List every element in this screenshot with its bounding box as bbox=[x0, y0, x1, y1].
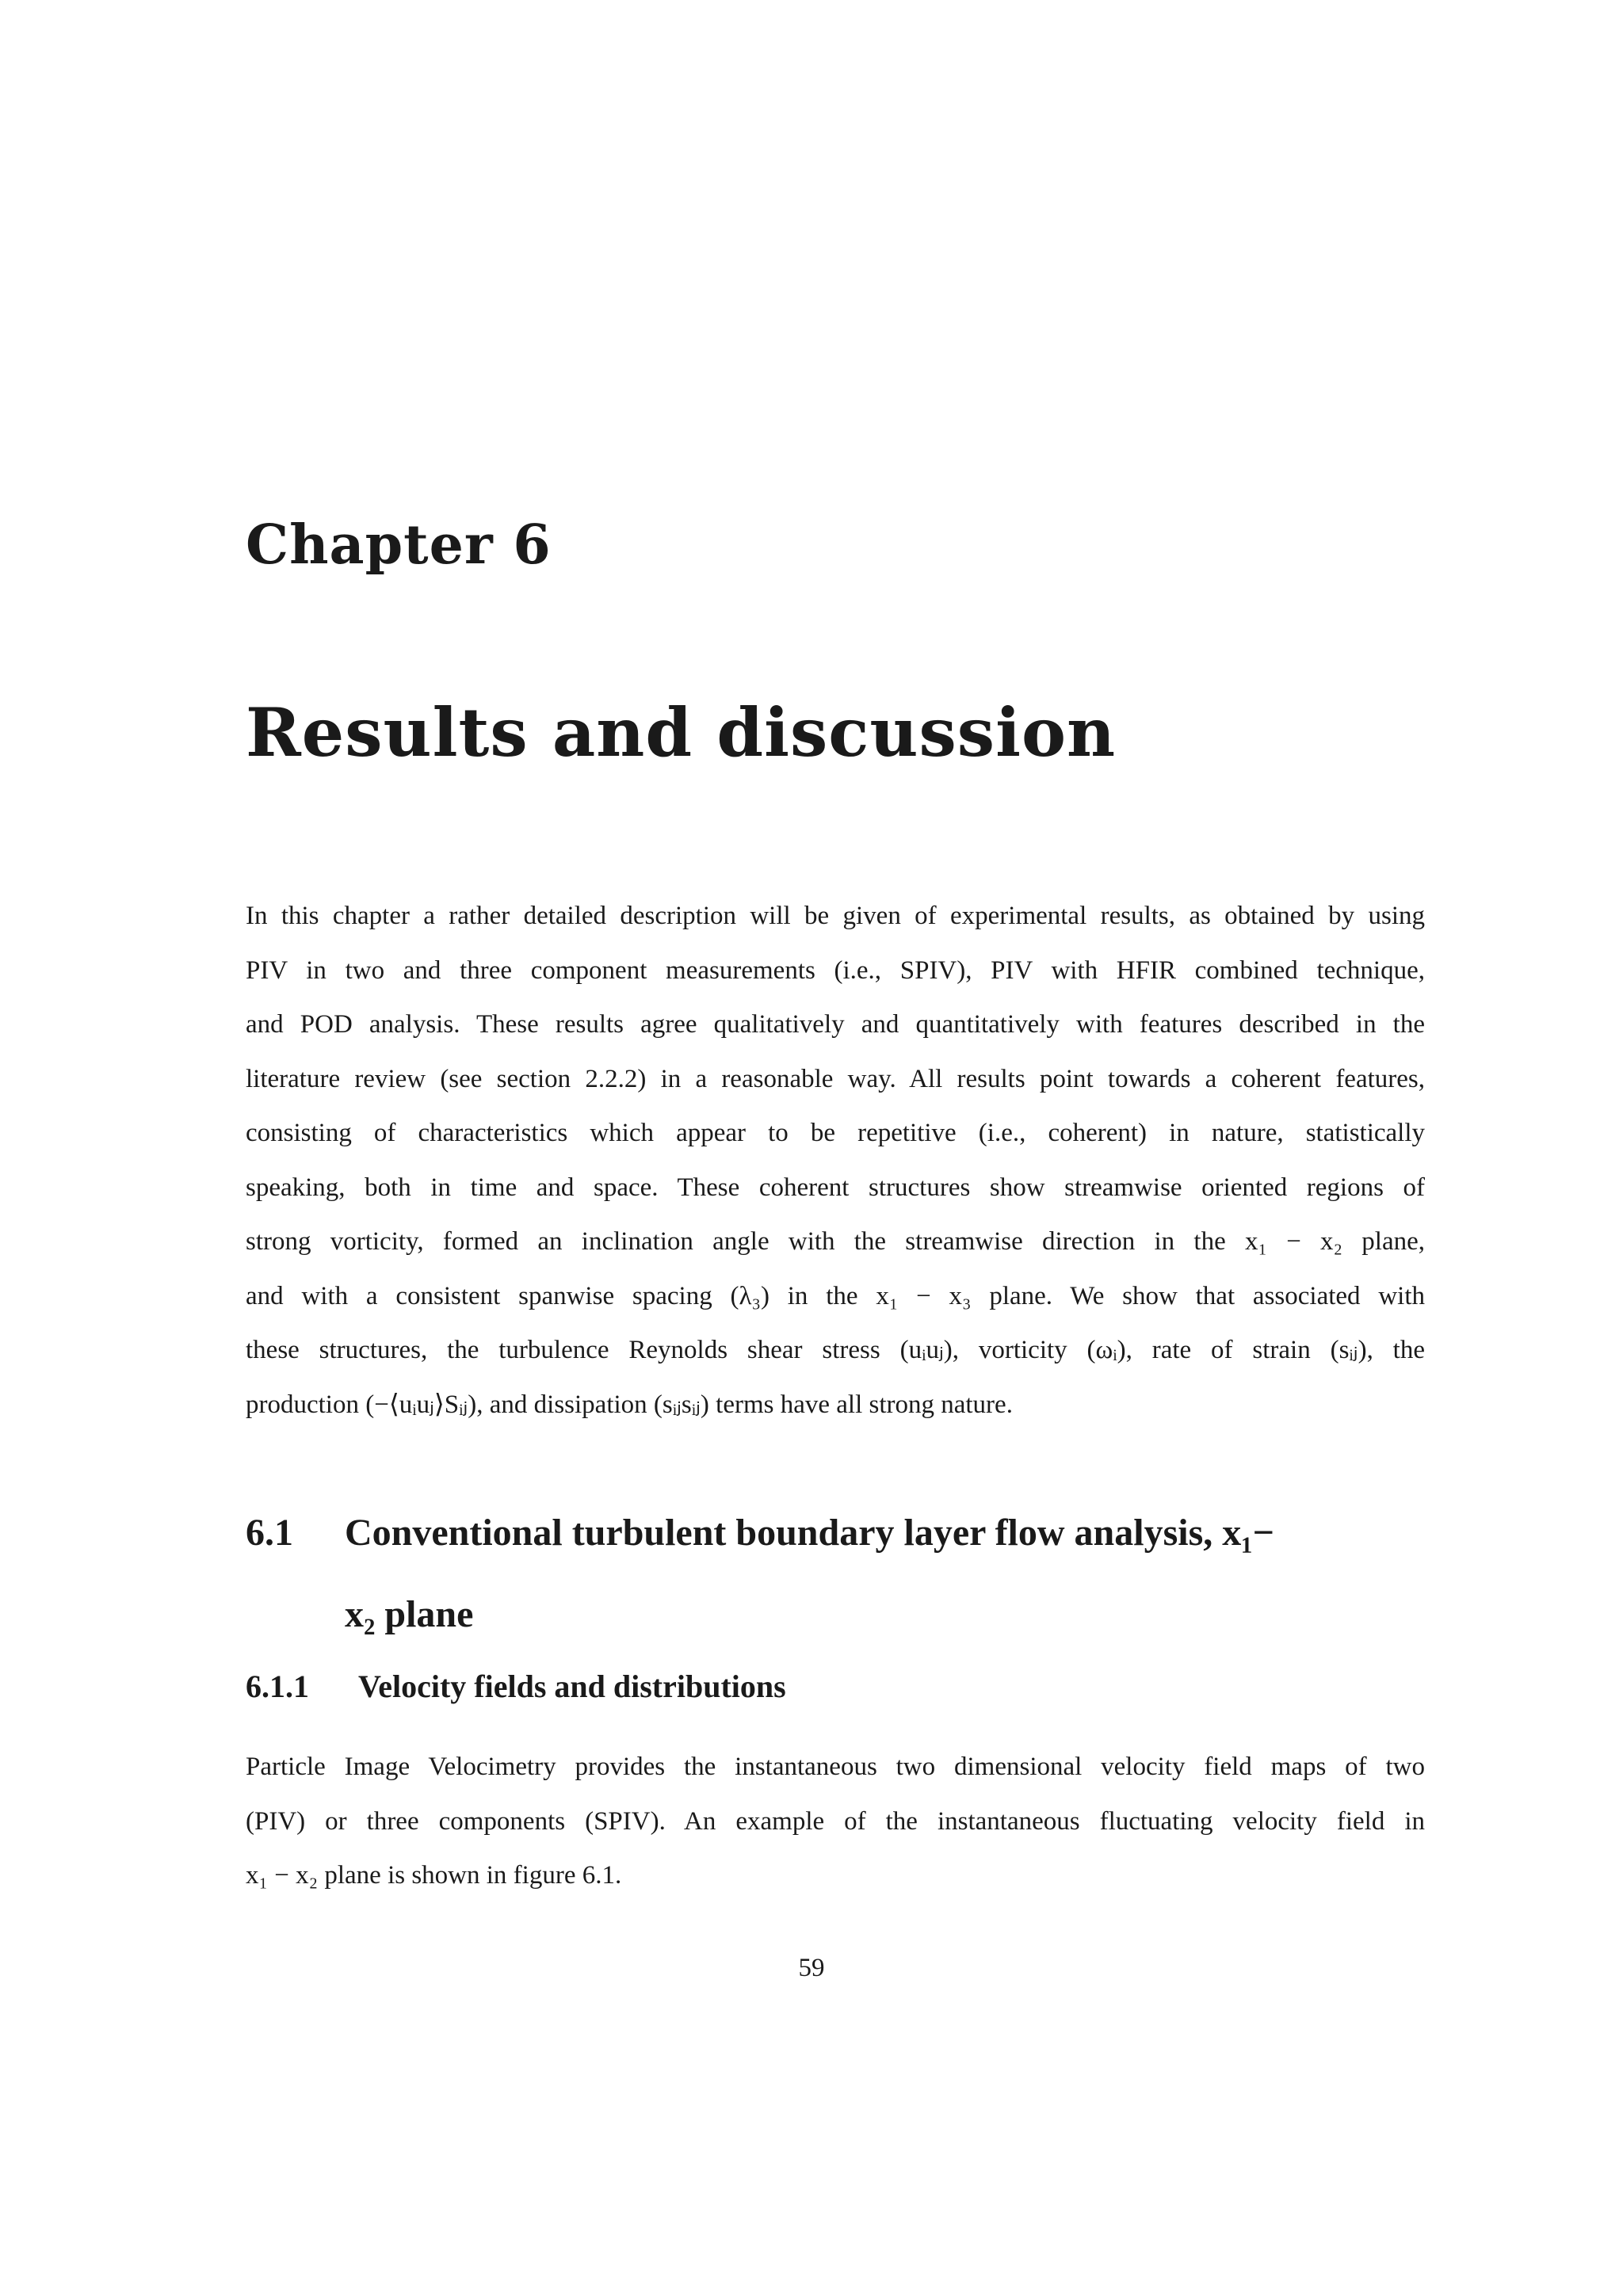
body-line: (PIV) or three components (SPIV). An example of the instantaneous fluctuating velocity field in bbox=[246, 1806, 1425, 1836]
body-paragraph bbox=[246, 1740, 1425, 1903]
intro-line: and with a consistent spanwise spacing (λ₃) in the x₁ − x₃ plane. We show that associated with bbox=[246, 1281, 1425, 1310]
intro-line: these structures, the turbulence Reynolds shear stress (uᵢuⱼ), vorticity (ωᵢ), rate of strain (sᵢⱼ), the bbox=[246, 1336, 1425, 1364]
chapter-label: Chapter 6 bbox=[246, 513, 552, 577]
intro-line: literature review (see section 2.2.2) in a reasonable way. All results point towards a coherent features, bbox=[246, 1064, 1425, 1093]
body-line: x₁ − x₂ plane is shown in figure 6.1. bbox=[246, 1861, 622, 1890]
intro-line: production (−⟨uᵢuⱼ⟩Sᵢⱼ), and dissipation (sᵢⱼsᵢⱼ) terms have all strong nature. bbox=[246, 1390, 1013, 1419]
intro-line: PIV in two and three component measurements (i.e., SPIV), PIV with HFIR combined technique, bbox=[246, 955, 1425, 985]
intro-paragraph bbox=[246, 889, 1425, 1432]
intro-line: speaking, both in time and space. These coherent structures show streamwise oriented regions of bbox=[246, 1173, 1425, 1202]
body-line: Particle Image Velocimetry provides the instantaneous two dimensional velocity field maps of two bbox=[246, 1753, 1425, 1781]
intro-line: In this chapter a rather detailed description will be given of experimental results, as obtained by using bbox=[246, 902, 1425, 930]
section-title-line: Conventional turbulent boundary layer flow analysis, x₁− bbox=[345, 1512, 1275, 1554]
subsection-title: Velocity fields and distributions bbox=[358, 1669, 786, 1704]
subsection-number: 6.1.1 bbox=[246, 1669, 309, 1704]
subsection-heading bbox=[246, 1667, 786, 1707]
intro-line: and POD analysis. These results agree qualitatively and quantitatively with features described in the bbox=[246, 1010, 1425, 1039]
chapter-title: Results and discussion bbox=[246, 693, 1117, 772]
intro-line: consisting of characteristics which appear to be repetitive (i.e., coherent) in nature, statistically bbox=[246, 1119, 1425, 1147]
section-title-line: x₂ plane bbox=[345, 1593, 474, 1635]
section-title bbox=[345, 1492, 1430, 1655]
page-number: 59 bbox=[798, 1954, 825, 1982]
intro-line: strong vorticity, formed an inclination angle with the streamwise direction in the x₁ − x₂ plane, bbox=[246, 1227, 1425, 1256]
section-number: 6.1 bbox=[246, 1512, 293, 1554]
